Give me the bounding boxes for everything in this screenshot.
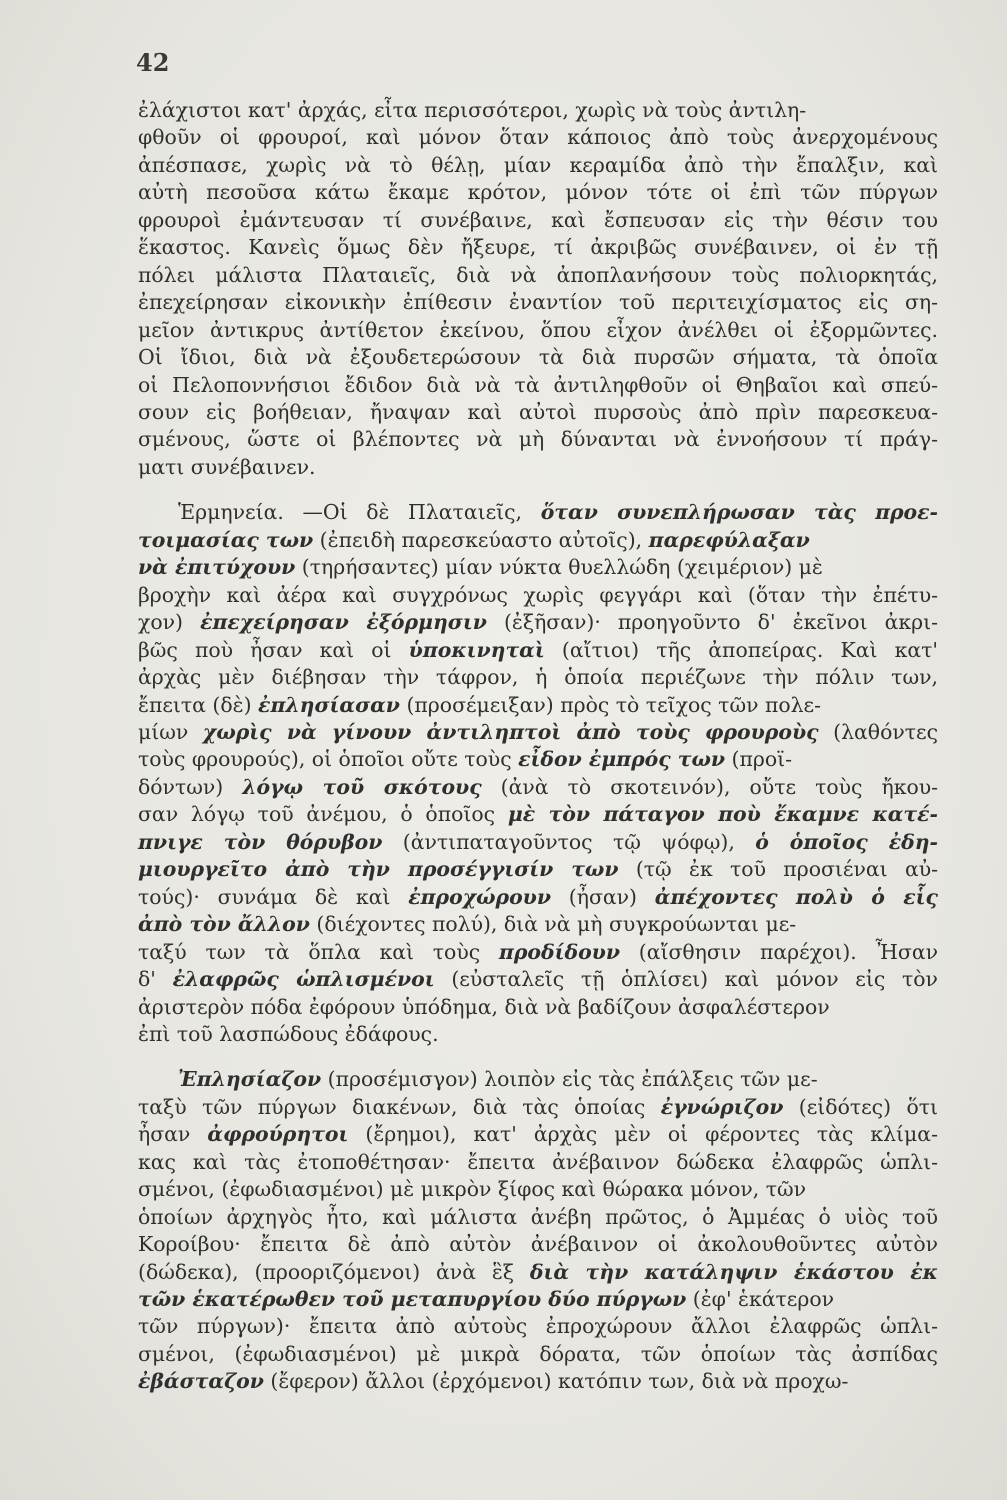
text-run: τοὺς φρουρούς), οἱ ὁποῖοι οὔτε τοὺς <box>138 747 519 772</box>
text-line <box>138 1094 938 1121</box>
emphasized-phrase: διὰ τὴν κατάληψιν ἑκάστου ἐκ <box>529 1259 938 1284</box>
emphasized-phrase: τῶν ἑκατέρωθεν τοῦ μεταπυργίου δύο πύργων <box>138 1287 687 1312</box>
emphasized-phrase: ἀφρούρητοι <box>207 1122 349 1147</box>
text-run: αὐτὴ πεσοῦσα κάτω ἔκαμε κρότον, μόνον τότε οἱ ἐπὶ τῶν πύργων <box>138 180 938 205</box>
text-line <box>138 527 938 554</box>
text-run: ἐλάχιστοι κατ' ἀρχάς, εἶτα περισσότεροι, χωρὶς νὰ τοὺς ἀντιλη- <box>138 98 807 122</box>
line-content <box>138 554 823 581</box>
text-run: σμένοι, (ἐφωδιασμένοι) μὲ μικρὰ δόρατα, τῶν ὁποίων τὰς ἀσπίδας <box>138 1341 938 1366</box>
emphasized-phrase: μὲ τὸν πάταγον ποὺ ἔκαμνε κατέ- <box>507 802 938 827</box>
text-run: τῶν πύργων)· ἔπειτα ἀπὸ αὐτοὺς ἐπροχώρουν ἄλλοι ἐλαφρῶς ὡπλι- <box>138 1314 938 1339</box>
paragraph <box>138 97 938 481</box>
line-content <box>138 637 938 664</box>
line-content <box>138 372 938 399</box>
text-run: ἀπέσπασε, χωρὶς νὰ τὸ θέλῃ, μίαν κεραμίδα ἀπὸ τὴν ἔπαλξιν, καὶ <box>138 152 939 177</box>
text-run: (λαθόντες <box>818 719 939 744</box>
text-run: (ἐπειδὴ παρεσκεύαστο αὐτοῖς), <box>313 527 649 552</box>
line-content <box>138 1259 938 1286</box>
emphasized-phrase: ἐπεχείρησαν ἐξόρμησιν <box>200 610 487 635</box>
paragraph <box>138 499 938 1048</box>
line-content <box>138 1341 938 1368</box>
text-run: ὁποίων ἀρχηγὸς ἦτο, καὶ μάλιστα ἀνέβη πρῶτος, ὁ Ἀμμέας ὁ υἱὸς τοῦ <box>138 1204 939 1229</box>
line-content <box>138 1231 938 1258</box>
text-line <box>138 1341 938 1368</box>
text-run: ἦσαν <box>138 1122 208 1147</box>
text-run: Οἱ ἴδιοι, διὰ νὰ ἐξουδετερώσουν τὰ διὰ πυρσῶν σήματα, τὰ ὁποῖα <box>138 345 938 370</box>
emphasized-phrase: ὑποκινηταὶ <box>408 637 545 662</box>
text-run: σμένοι, (ἐφωδιασμένοι) μὲ μικρὸν ξίφος καὶ θώρακα μόνον, τῶν <box>138 1177 807 1202</box>
text-line <box>138 454 938 481</box>
text-run: (ἐξῆσαν)· προηγοῦντο δ' ἐκεῖνοι ἀκρι- <box>486 610 939 635</box>
text-run: (αἴτιοι) τῆς ἀποπείρας. Καὶ κατ' <box>544 637 938 662</box>
text-run: Ἑρμηνεία. —Οἱ δὲ Πλαταιεῖς, <box>178 500 541 525</box>
line-content <box>138 719 938 746</box>
emphasized-phrase: λόγῳ τοῦ σκότους <box>242 774 482 799</box>
text-line <box>138 692 938 719</box>
text-run: (προσέμειξαν) πρὸς τὸ τεῖχος τῶν πολε- <box>399 692 822 717</box>
text-line <box>138 234 938 261</box>
text-run: δ' <box>138 967 173 992</box>
line-content <box>138 234 938 261</box>
text-run: πόλει μάλιστα Πλαταιεῖς, διὰ νὰ ἀποπλανήσουν τοὺς πολιορκητάς, <box>138 262 938 287</box>
line-content <box>138 664 938 691</box>
text-line <box>138 152 938 179</box>
line-content <box>138 124 938 151</box>
text-run: κας καὶ τὰς ἐτοποθέτησαν· ἔπειτα ἀνέβαινον δώδεκα ἐλαφρῶς ὡπλι- <box>138 1149 938 1174</box>
emphasized-phrase: πνιγε τὸν θόρυβον <box>138 829 383 854</box>
emphasized-phrase: ὁ ὁποῖος ἐδη- <box>755 829 939 854</box>
line-content <box>138 317 938 344</box>
text-line <box>138 664 938 691</box>
text-line <box>138 884 938 911</box>
text-run: σμένους, ὥστε οἱ βλέποντες νὰ μὴ δύνανται νὰ ἐννοήσουν τί πράγ- <box>138 427 938 452</box>
text-line <box>138 97 938 124</box>
text-line <box>138 1231 938 1258</box>
line-content <box>138 829 938 856</box>
text-line <box>138 774 938 801</box>
text-line <box>138 179 938 206</box>
text-line <box>138 1121 938 1148</box>
emphasized-phrase: ὅταν συνεπλήρωσαν τὰς προε- <box>540 500 939 525</box>
text-line <box>138 1066 938 1093</box>
text-line <box>138 1204 938 1231</box>
emphasized-phrase: ἐγνώριζον <box>660 1094 784 1119</box>
line-content <box>138 97 806 124</box>
text-run: (ἀντιπαταγοῦντος τῷ ψόφῳ), <box>382 829 756 854</box>
text-run: (εὐσταλεῖς τῇ ὁπλίσει) καὶ μόνον εἰς τὸν <box>434 967 938 992</box>
text-line <box>138 207 938 234</box>
line-content <box>178 499 938 526</box>
line-content <box>138 262 938 289</box>
line-content <box>138 582 938 609</box>
line-content <box>138 1149 938 1176</box>
text-line <box>138 426 938 453</box>
text-run: μεῖον ἀντικρυς ἀντίθετον ἐκείνου, ὅπου εἶχον ἀνέλθει οἱ ἐξορμῶντες. <box>138 317 938 342</box>
text-line <box>138 124 938 151</box>
text-run: χον) <box>138 610 201 635</box>
line-content <box>138 801 938 828</box>
text-run: (δώδεκα), (προοριζόμενοι) ἀνὰ ἓξ <box>138 1259 530 1284</box>
line-content <box>138 454 315 481</box>
text-line <box>138 1176 938 1203</box>
line-content <box>138 289 938 316</box>
line-content <box>138 746 792 773</box>
emphasized-phrase: προδίδουν <box>498 939 620 964</box>
text-run: (προϊ- <box>725 747 793 772</box>
text-line <box>138 911 938 938</box>
text-run: φθοῦν οἱ φρουροί, καὶ μόνον ὅταν κάποιος ἀπὸ τοὺς ἀνερχομένους <box>138 125 939 150</box>
body-text <box>138 97 938 1396</box>
text-line <box>138 289 938 316</box>
line-content <box>138 207 938 234</box>
line-content <box>138 344 938 371</box>
line-content <box>138 426 938 453</box>
text-run: ταξὺ τῶν πύργων διακένων, διὰ τὰς ὁποίας <box>138 1094 661 1119</box>
text-line <box>138 939 938 966</box>
paragraph <box>138 1066 938 1395</box>
text-line <box>138 344 938 371</box>
text-line <box>138 1368 938 1395</box>
text-line <box>138 994 938 1021</box>
text-run: δόντων) <box>138 774 243 799</box>
text-run: φρουροὶ ἐμάντευσαν τί συνέβαινε, καὶ ἔσπευσαν εἰς τὴν θέσιν του <box>138 207 939 232</box>
emphasized-phrase: ἀπὸ τὸν ἄλλον <box>138 912 310 937</box>
line-content <box>138 966 938 993</box>
emphasized-phrase: εἶδον ἐμπρός των <box>518 747 726 772</box>
text-line <box>138 399 938 426</box>
text-line <box>138 801 938 828</box>
paragraph-gap <box>138 1048 938 1066</box>
emphasized-phrase: ἐβάσταζον <box>138 1369 264 1394</box>
emphasized-phrase: νὰ ἐπιτύχουν <box>138 555 296 580</box>
emphasized-phrase: ἐλαφρῶς ὡπλισμένοι <box>172 967 435 992</box>
text-run: (αἴσθησιν παρέχοι). Ἦσαν <box>619 939 938 964</box>
page-number: 42 <box>136 48 170 77</box>
text-line <box>138 746 938 773</box>
emphasized-phrase: μιουργεῖτο ἀπὸ τὴν προσέγγισίν των <box>138 857 619 882</box>
text-run: ἐπὶ τοῦ λασπώδους ἐδάφους. <box>138 1021 439 1046</box>
line-content <box>138 1021 439 1048</box>
text-line <box>138 499 938 526</box>
text-run: τούς)· συνάμα δὲ καὶ <box>138 884 409 909</box>
line-content <box>178 1066 818 1093</box>
text-line <box>138 1021 938 1048</box>
text-line <box>138 1149 938 1176</box>
text-run: ἕκαστος. Κανεὶς ὅμως δὲν ἤξευρε, τί ἀκριβῶς συνέβαινεν, οἱ ἐν τῇ <box>138 235 939 260</box>
text-run: σαν λόγῳ τοῦ ἀνέμου, ὁ ὁποῖος <box>138 802 508 827</box>
text-line <box>138 829 938 856</box>
text-run: (προσέμισγον) λοιπὸν εἰς τὰς ἐπάλξεις τῶν με- <box>321 1067 818 1092</box>
line-content <box>138 399 938 426</box>
text-run: βροχὴν καὶ ἀέρα καὶ συγχρόνως χωρὶς φεγγάρι καὶ (ὅταν τὴν ἐπέτυ- <box>138 582 939 607</box>
text-run: (ἐφ' ἑκάτερον <box>686 1287 834 1312</box>
emphasized-phrase: ἀπέχοντες πολὺ ὁ εἷς <box>654 884 938 909</box>
text-line <box>138 317 938 344</box>
line-content <box>138 1313 938 1340</box>
text-run: (εἰδότες) ὅτι <box>783 1094 939 1119</box>
line-content <box>138 527 810 554</box>
emphasized-phrase: χωρὶς νὰ γίνουν ἀντιληπτοὶ ἀπὸ τοὺς φρουροὺς <box>202 719 819 744</box>
line-content <box>138 994 830 1021</box>
line-content <box>138 939 938 966</box>
emphasized-phrase: παρεφύλαξαν <box>648 527 810 552</box>
paragraph-gap <box>138 481 938 499</box>
text-line <box>138 554 938 581</box>
text-run: ἀρχὰς μὲν διέβησαν τὴν τάφρον, ἡ ὁποία περιέζωνε τὴν πόλιν των, <box>138 665 938 690</box>
line-content <box>138 774 938 801</box>
text-line <box>138 1286 938 1313</box>
text-run: σουν εἰς βοήθειαν, ἤναψαν καὶ αὐτοὶ πυρσοὺς ἀπὸ πρὶν παρεσκευα- <box>138 399 938 424</box>
line-content <box>138 1094 938 1121</box>
line-content <box>138 1368 848 1395</box>
text-line <box>138 966 938 993</box>
text-run: (ἀνὰ τὸ σκοτεινόν), οὔτε τοὺς ἤκου- <box>481 774 939 799</box>
line-content <box>138 152 938 179</box>
text-run: ματι συνέβαινεν. <box>138 454 316 479</box>
line-content <box>138 884 938 911</box>
text-run: (ἦσαν) <box>550 884 655 909</box>
line-content <box>138 1286 834 1313</box>
text-line <box>138 856 938 883</box>
text-run: Κοροίβου· ἔπειτα δὲ ἀπὸ αὐτὸν ἀνέβαινον οἱ ἀκολουθοῦντες αὐτὸν <box>138 1232 939 1257</box>
line-content <box>138 911 796 938</box>
line-content <box>138 856 938 883</box>
emphasized-phrase: τοιμασίας των <box>138 527 314 552</box>
text-run: οἱ Πελοποννήσιοι ἔδιδον διὰ νὰ τὰ ἀντιληφθοῦν οἱ Θηβαῖοι καὶ σπεύ- <box>138 372 939 397</box>
line-content <box>138 1204 938 1231</box>
line-content <box>138 179 938 206</box>
text-run: (ἔφερον) ἄλλοι (ἐρχόμενοι) κατόπιν των, διὰ νὰ προχω- <box>263 1369 849 1394</box>
text-run: (τῷ ἐκ τοῦ προσιέναι αὐ- <box>618 857 939 882</box>
text-line <box>138 1259 938 1286</box>
emphasized-phrase: ἐπλησίασαν <box>258 692 400 717</box>
text-line <box>138 719 938 746</box>
text-run: (τηρήσαντες) μίαν νύκτα θυελλώδη (χειμέριον) μὲ <box>295 555 823 580</box>
text-run: μίων <box>138 719 203 744</box>
text-run: ἔπειτα (δὲ) <box>138 692 259 717</box>
line-content <box>138 1121 938 1148</box>
emphasized-phrase: ἐπροχώρουν <box>408 884 551 909</box>
text-run: ταξύ των τὰ ὅπλα καὶ τοὺς <box>138 939 499 964</box>
text-line <box>138 1313 938 1340</box>
text-run: (διέχοντες πολύ), διὰ νὰ μὴ συγκρούωνται με- <box>309 912 797 937</box>
text-line <box>138 609 938 636</box>
text-run: ἀριστερὸν πόδα ἐφόρουν ὑπόδημα, διὰ νὰ βαδίζουν ἀσφαλέστερον <box>138 994 830 1019</box>
line-content <box>138 1176 806 1203</box>
text-run: ἐπεχείρησαν εἰκονικὴν ἐπίθεσιν ἐναντίον τοῦ περιτειχίσματος εἰς ση- <box>138 290 939 315</box>
text-line <box>138 637 938 664</box>
text-run: (ἔρημοι), κατ' ἀρχὰς μὲν οἱ φέροντες τὰς κλίμα- <box>348 1122 938 1147</box>
line-content <box>138 609 938 636</box>
text-line <box>138 262 938 289</box>
text-line <box>138 372 938 399</box>
emphasized-phrase: Ἐπλησίαζον <box>178 1067 322 1092</box>
text-line <box>138 582 938 609</box>
text-run: βῶς ποὺ ἦσαν καὶ οἱ <box>138 637 409 662</box>
line-content <box>138 692 821 719</box>
